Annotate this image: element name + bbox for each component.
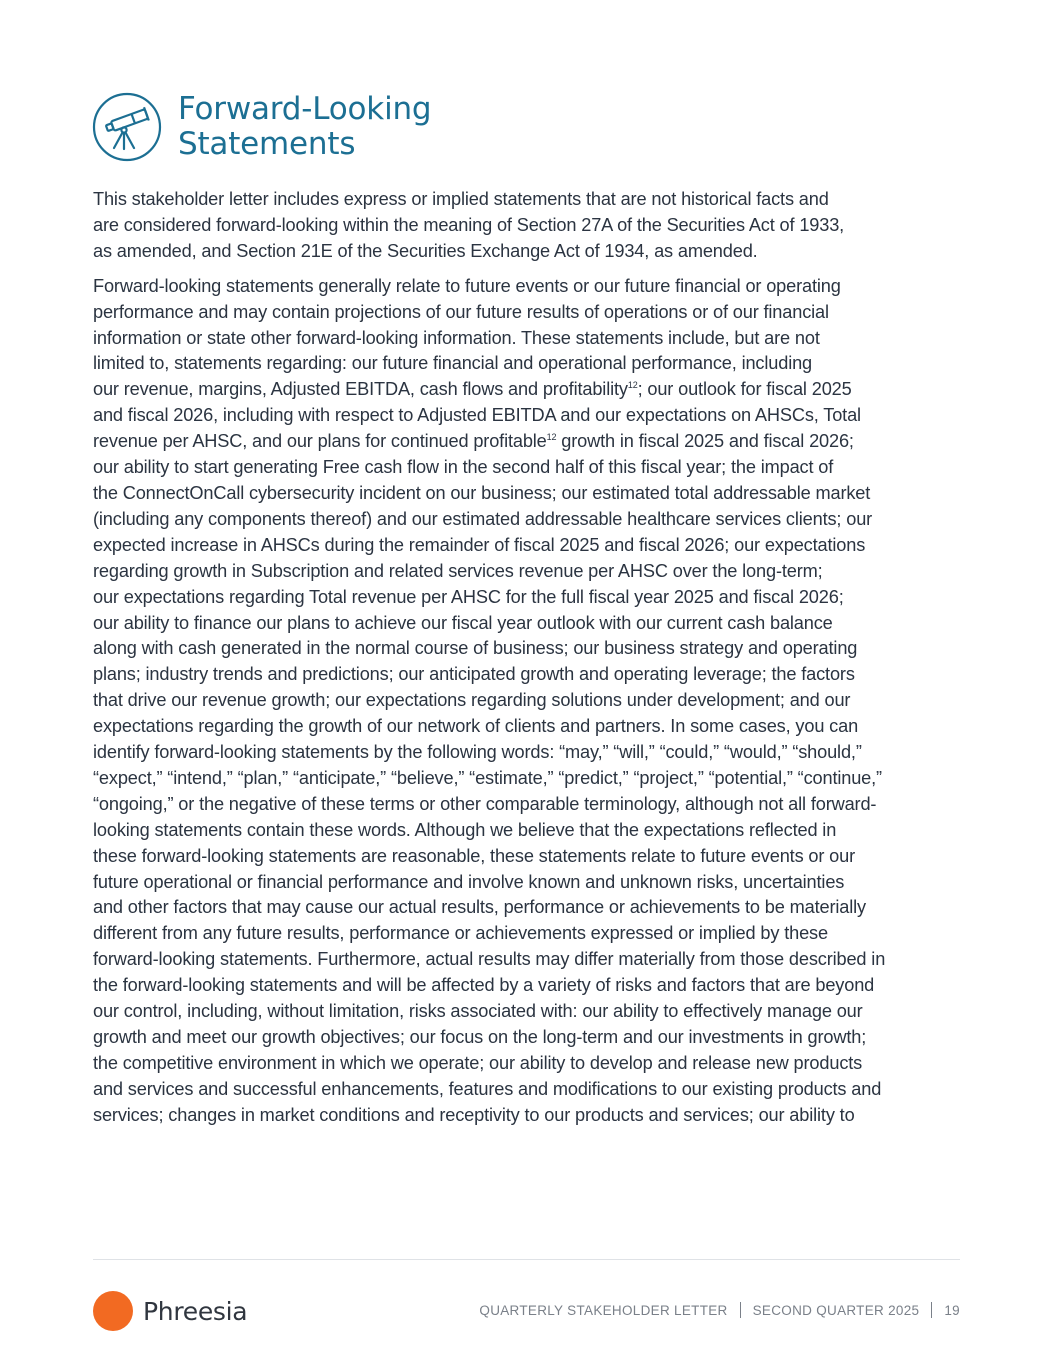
- text-line: looking statements contain these words. Although we believe that the expectations reflected in: [93, 819, 837, 840]
- text-line: services; changes in market conditions and receptivity to our products and services; our ability to: [93, 1104, 855, 1125]
- text-line: expectations regarding the growth of our network of clients and partners. In some cases, you can: [93, 716, 859, 737]
- text-segment: our revenue, margins, Adjusted EBITDA, cash flows and profitability: [93, 379, 628, 400]
- page-title: [178, 92, 431, 162]
- text-line: different from any future results, performance or achievements expressed or implied by these: [93, 923, 828, 944]
- text-line: are considered forward-looking within the meaning of Section 27A of the Securities Act of 1933,: [93, 214, 845, 235]
- text-line: as amended, and Section 21E of the Securities Exchange Act of 1934, as amended.: [93, 240, 758, 261]
- text-line: limited to, statements regarding: our future financial and operational performance, including: [93, 353, 813, 374]
- text-line: “expect,” “intend,” “plan,” “anticipate,” “believe,” “estimate,” “predict,” “project,” “potential,” “continue,”: [93, 767, 882, 788]
- section-header: [92, 92, 431, 162]
- text-line: our ability to finance our plans to achieve our fiscal year outlook with our current cash balance: [93, 612, 833, 633]
- text-line: information or state other forward-looking information. These statements include, but are not: [93, 327, 820, 348]
- text-line: and other factors that may cause our actual results, performance or achievements to be materially: [93, 897, 866, 918]
- telescope-icon: [92, 92, 162, 162]
- text-line: Forward-looking statements generally relate to future events or our future financial or operating: [93, 275, 841, 296]
- text-line: growth and meet our growth objectives; our focus on the long-term and our investments in growth;: [93, 1027, 867, 1047]
- footnote-ref: 12: [627, 380, 638, 391]
- text-segment: revenue per AHSC, and our plans for continued profitable: [93, 431, 547, 452]
- text-line: [93, 377, 993, 403]
- text-line: these forward-looking statements are reasonable, these statements relate to future events or our: [93, 845, 856, 866]
- text-line: that drive our revenue growth; our expectations regarding solutions under development; and our: [93, 690, 851, 711]
- page-footer: [479, 1302, 960, 1318]
- text-line: along with cash generated in the normal course of business; our business strategy and operating: [93, 638, 858, 659]
- text-line: (including any components thereof) and our estimated addressable healthcare services clients; our: [93, 508, 873, 529]
- footer-separator: [740, 1302, 741, 1318]
- publication-period: SECOND QUARTER 2025: [752, 1302, 920, 1318]
- text-segment: growth in fiscal 2025 and fiscal 2026;: [556, 431, 854, 452]
- text-line: future operational or financial performance and involve known and unknown risks, uncertainties: [93, 871, 845, 892]
- text-line: This stakeholder letter includes express or implied statements that are not historical facts and: [93, 189, 829, 209]
- text-line: and fiscal 2026, including with respect to Adjusted EBITDA and our expectations on AHSCs, Total: [93, 405, 861, 426]
- text-line: the competitive environment in which we operate; our ability to develop and release new products: [93, 1052, 863, 1073]
- logo-dot-icon: [93, 1291, 133, 1331]
- footer-divider: [93, 1259, 960, 1260]
- paragraph-intro: [93, 187, 993, 265]
- title-line-1: Forward-Looking: [178, 91, 432, 127]
- company-logo: [93, 1291, 247, 1331]
- text-line: regarding growth in Subscription and related services revenue per AHSC over the long-term;: [93, 560, 823, 581]
- body-text: [93, 187, 993, 1129]
- text-line: identify forward-looking statements by the following words: “may,” “will,” “could,” “would,” “should,”: [93, 742, 862, 763]
- text-line: expected increase in AHSCs during the remainder of fiscal 2025 and fiscal 2026; our expectations: [93, 534, 866, 555]
- text-line: plans; industry trends and predictions; our anticipated growth and operating leverage; the factors: [93, 664, 855, 685]
- paragraph-main: [93, 274, 993, 1129]
- text-line: our ability to start generating Free cash flow in the second half of this fiscal year; the impact of: [93, 457, 834, 478]
- footer-separator: [931, 1302, 932, 1318]
- text-line: our control, including, without limitation, risks associated with: our ability to effectively manage our: [93, 1001, 863, 1022]
- page-number: 19: [944, 1302, 960, 1318]
- text-line: and services and successful enhancements, features and modifications to our existing products and: [93, 1078, 882, 1099]
- text-line: our expectations regarding Total revenue per AHSC for the full fiscal year 2025 and fiscal 2026;: [93, 586, 844, 607]
- logo-wordmark: Phreesia: [143, 1296, 248, 1326]
- text-line: [93, 429, 993, 455]
- text-line: performance and may contain projections of our future results of operations or of our financial: [93, 301, 829, 322]
- text-segment: ; our outlook for fiscal 2025: [637, 379, 852, 400]
- footnote-ref: 12: [546, 432, 557, 443]
- title-line-2: Statements: [178, 126, 356, 162]
- text-line: the forward-looking statements and will be affected by a variety of risks and factors that are beyond: [93, 975, 875, 996]
- publication-title: QUARTERLY STAKEHOLDER LETTER: [479, 1302, 728, 1318]
- text-line: “ongoing,” or the negative of these terms or other comparable terminology, although not all forward-: [93, 793, 877, 814]
- text-line: forward-looking statements. Furthermore, actual results may differ materially from those described in: [93, 949, 886, 970]
- text-line: the ConnectOnCall cybersecurity incident on our business; our estimated total addressable market: [93, 482, 871, 503]
